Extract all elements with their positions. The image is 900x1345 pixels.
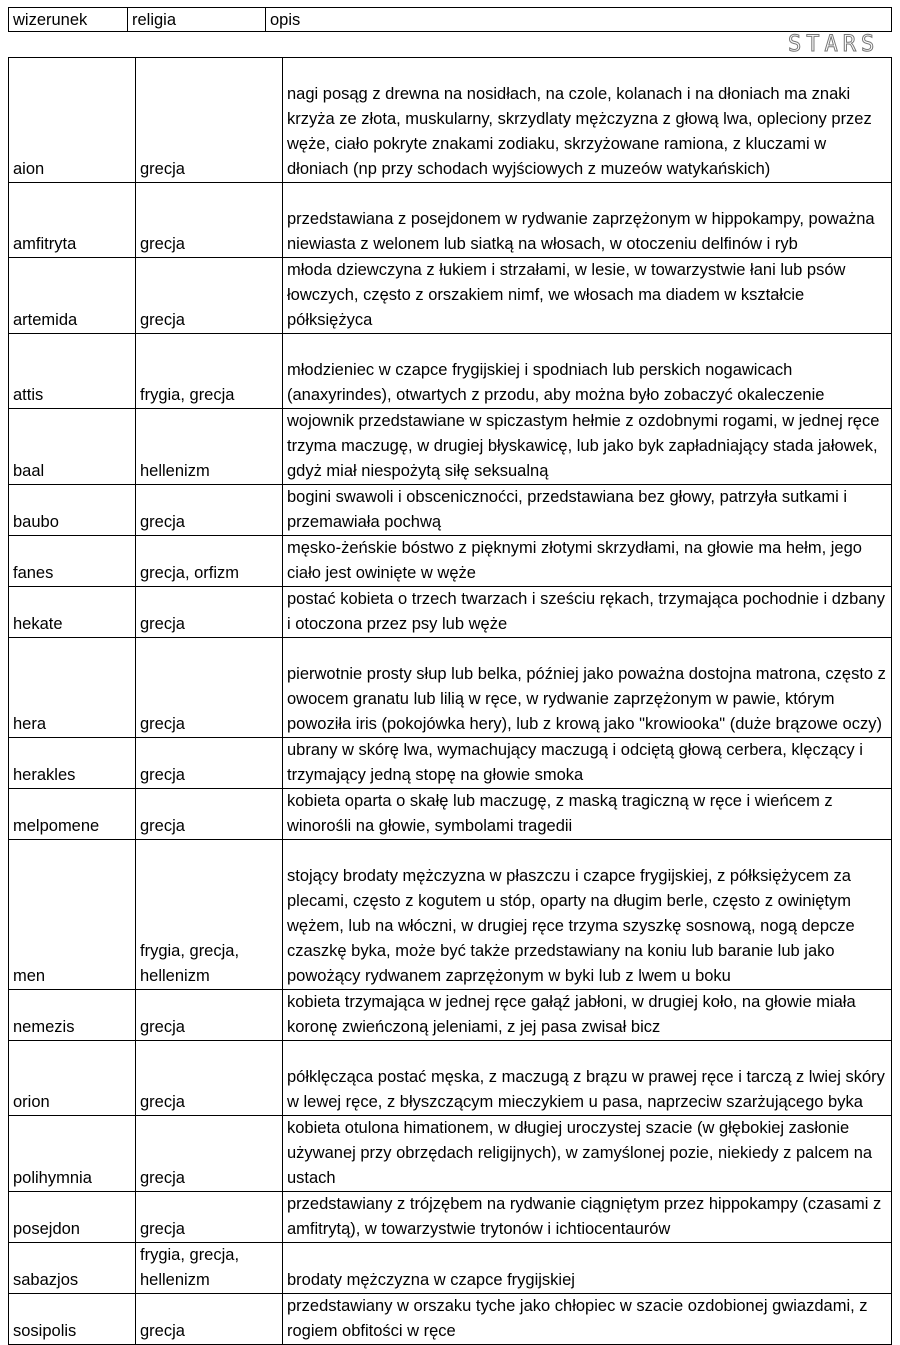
- table-row: [9, 1192, 892, 1243]
- table-row: [9, 334, 892, 409]
- cell-wizerunek: herakles: [9, 738, 136, 789]
- cell-opis: wojownik przedstawiane w spiczastym hełmie z ozdobnymi rogami, w jednej ręce trzyma maczugę, w drugiej błyskawicę, lub jako byk zapładniający stada jałowek, gdyż miał niespożytą siłę seksualną: [283, 409, 892, 485]
- table-row: [9, 409, 892, 485]
- cell-wizerunek: posejdon: [9, 1192, 136, 1243]
- cell-opis: bogini swawoli i obscenicznoćci, przedstawiana bez głowy, patrzyła sutkami i przemawiała pochwą: [283, 485, 892, 536]
- cell-opis: stojący brodaty mężczyzna w płaszczu i czapce frygijskiej, z półksiężycem za plecami, często z kogutem u stóp, oparty na długim berle, często z owiniętym wężem, lub na włóczni, w drugiej ręce trzyma szyszkę sosnową, nogą depcze czaszkę byka, może być także przedstawiany na koniu lub baranie lub jako powożący rydwanem zaprzężonym w byki lub z lwem u boku: [283, 840, 892, 990]
- table-row: [9, 990, 892, 1041]
- table-row: [9, 738, 892, 789]
- cell-religia: grecja: [136, 183, 283, 258]
- cell-wizerunek: baubo: [9, 485, 136, 536]
- cell-opis: przedstawiana z posejdonem w rydwanie zaprzężonym w hippokampy, poważna niewiasta z welonem lub siatką na włosach, w otoczeniu delfinów i ryb: [283, 183, 892, 258]
- cell-opis: pierwotnie prosty słup lub belka, później jako poważna dostojna matrona, często z owocem granatu lub lilią w ręce, w rydwanie zaprzężonym w pawie, którym powoziła iris (pokojówka hery), lub z krową jako "krowiooka" (duże brązowe oczy): [283, 638, 892, 738]
- cell-wizerunek: sosipolis: [9, 1294, 136, 1345]
- cell-opis: kobieta trzymająca w jednej ręce gałąź jabłoni, w drugiej koło, na głowie miała koronę zwieńczoną jeleniami, z jej pasa zwisał bicz: [283, 990, 892, 1041]
- cell-opis: młodzieniec w czapce frygijskiej i spodniach lub perskich nogawicach (anaxyrindes), otwartych z przodu, aby można było zobaczyć okaleczenie: [283, 334, 892, 409]
- cell-opis: postać kobieta o trzech twarzach i sześciu rękach, trzymająca pochodnie i dzbany i otoczona przez psy lub węże: [283, 587, 892, 638]
- cell-opis: półklęcząca postać męska, z maczugą z brązu w prawej ręce i tarczą z lwiej skóry w lewej ręce, z błyszczącym mieczykiem u pasa, naprzeciw szarżującego byka: [283, 1041, 892, 1116]
- table-row: [9, 183, 892, 258]
- cell-opis: brodaty mężczyzna w czapce frygijskiej: [283, 1243, 892, 1294]
- cell-opis: ubrany w skórę lwa, wymachujący maczugą i odciętą głową cerbera, klęczący i trzymający jedną stopę na głowie smoka: [283, 738, 892, 789]
- cell-religia: grecja: [136, 990, 283, 1041]
- cell-wizerunek: baal: [9, 409, 136, 485]
- table-row: [9, 258, 892, 334]
- cell-wizerunek: amfitryta: [9, 183, 136, 258]
- cell-religia: grecja: [136, 1116, 283, 1192]
- cell-wizerunek: attis: [9, 334, 136, 409]
- cell-wizerunek: fanes: [9, 536, 136, 587]
- watermark-logo: STARS: [788, 32, 880, 57]
- cell-religia: grecja: [136, 638, 283, 738]
- cell-wizerunek: polihymnia: [9, 1116, 136, 1192]
- cell-opis: młoda dziewczyna z łukiem i strzałami, w lesie, w towarzystwie łani lub psów łowczych, często z orszakiem nimf, we włosach ma diadem w kształcie półksiężyca: [283, 258, 892, 334]
- header-wizerunek: wizerunek: [13, 11, 88, 29]
- table-row: [9, 587, 892, 638]
- cell-religia: grecja: [136, 258, 283, 334]
- cell-religia: grecja: [136, 1192, 283, 1243]
- cell-wizerunek: aion: [9, 58, 136, 183]
- table-header: [8, 7, 892, 32]
- table-row: [9, 1041, 892, 1116]
- table-row: [9, 789, 892, 840]
- cell-religia: grecja: [136, 1294, 283, 1345]
- cell-religia: grecja: [136, 738, 283, 789]
- cell-opis: kobieta otulona himationem, w długiej uroczystej szacie (w głębokiej zasłonie używanej przy obrzędach religijnych), w zamyślonej pozie, niekiedy z palcem na ustach: [283, 1116, 892, 1192]
- table-row: [9, 58, 892, 183]
- cell-opis: kobieta oparta o skałę lub maczugę, z maską tragiczną w ręce i wieńcem z winorośli na głowie, symbolami tragedii: [283, 789, 892, 840]
- cell-religia: grecja: [136, 58, 283, 183]
- cell-religia: frygia, grecja, hellenizm: [136, 1243, 283, 1294]
- cell-opis: przedstawiany w orszaku tyche jako chłopiec w szacie ozdobionej gwiazdami, z rogiem obfitości w ręce: [283, 1294, 892, 1345]
- header-opis: opis: [265, 8, 891, 31]
- table-row: [9, 536, 892, 587]
- cell-religia: grecja, orfizm: [136, 536, 283, 587]
- cell-wizerunek: sabazjos: [9, 1243, 136, 1294]
- table-row: [9, 1243, 892, 1294]
- cell-religia: grecja: [136, 789, 283, 840]
- cell-wizerunek: hekate: [9, 587, 136, 638]
- table-row: [9, 485, 892, 536]
- cell-wizerunek: men: [9, 840, 136, 990]
- cell-opis: przedstawiany z trójzębem na rydwanie ciągniętym przez hippokampy (czasami z amfitrytą), w towarzystwie trytonów i ichtiocentaurów: [283, 1192, 892, 1243]
- table-row: [9, 1116, 892, 1192]
- cell-wizerunek: orion: [9, 1041, 136, 1116]
- table-row: [9, 840, 892, 990]
- cell-religia: frygia, grecja: [136, 334, 283, 409]
- cell-religia: hellenizm: [136, 409, 283, 485]
- cell-religia: frygia, grecja, hellenizm: [136, 840, 283, 990]
- deities-table: [8, 57, 892, 1345]
- cell-opis: nagi posąg z drewna na nosidłach, na czole, kolanach i na dłoniach ma znaki krzyża ze złota, muskularny, skrzydlaty mężczyzna z głową lwa, opleciony przez węże, ciało pokryte znakami zodiaku, skrzyżowane ramiona, z kluczami w dłoniach (np przy schodach wyjściowych z muzeów watykańskich): [283, 58, 892, 183]
- cell-wizerunek: nemezis: [9, 990, 136, 1041]
- cell-opis: męsko-żeńskie bóstwo z pięknymi złotymi skrzydłami, na głowie ma hełm, jego ciało jest owinięte w węże: [283, 536, 892, 587]
- cell-wizerunek: hera: [9, 638, 136, 738]
- cell-religia: grecja: [136, 587, 283, 638]
- table-row: [9, 1294, 892, 1345]
- header-religia: religia: [127, 8, 265, 31]
- cell-wizerunek: artemida: [9, 258, 136, 334]
- table-row: [9, 638, 892, 738]
- cell-religia: grecja: [136, 1041, 283, 1116]
- cell-wizerunek: melpomene: [9, 789, 136, 840]
- cell-religia: grecja: [136, 485, 283, 536]
